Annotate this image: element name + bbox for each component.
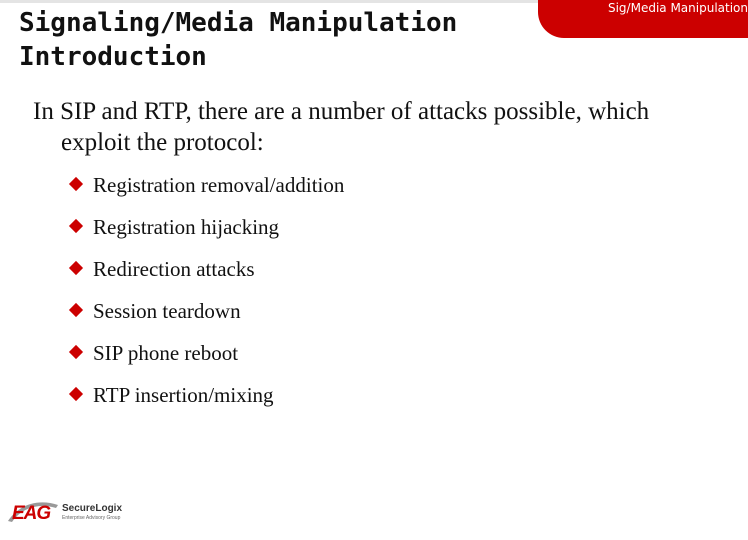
diamond-bullet-icon [69, 345, 83, 359]
list-item-text: Redirection attacks [93, 257, 255, 281]
diamond-bullet-icon [69, 387, 83, 401]
diamond-bullet-icon [69, 303, 83, 317]
section-badge [538, 0, 748, 38]
list-item-text: Session teardown [93, 299, 241, 323]
list-item-text: SIP phone reboot [93, 341, 239, 365]
company-logo [6, 497, 130, 527]
diamond-bullet-icon [69, 177, 83, 191]
diamond-bullet-icon [69, 261, 83, 275]
slide-title-line-2: Introduction [19, 42, 207, 72]
list-item-text: RTP insertion/mixing [93, 383, 274, 407]
logo-tagline: Enterprise Advisory Group [62, 515, 121, 521]
diamond-bullet-icon [69, 219, 83, 233]
slide-title [19, 6, 519, 74]
badge-subsection-label: Sig/Media Manipulation [607, 1, 748, 15]
slide-title-line-1: Signaling/Media Manipulation [19, 8, 458, 38]
logo-company-name: SecureLogix [62, 503, 123, 514]
logo-mark: EAG [12, 503, 51, 524]
list-item-text: Registration hijacking [93, 215, 280, 239]
intro-text: In SIP and RTP, there are a number of attacks possible, which exploit the protocol: [33, 98, 650, 156]
list-item-text: Registration removal/addition [93, 173, 345, 197]
